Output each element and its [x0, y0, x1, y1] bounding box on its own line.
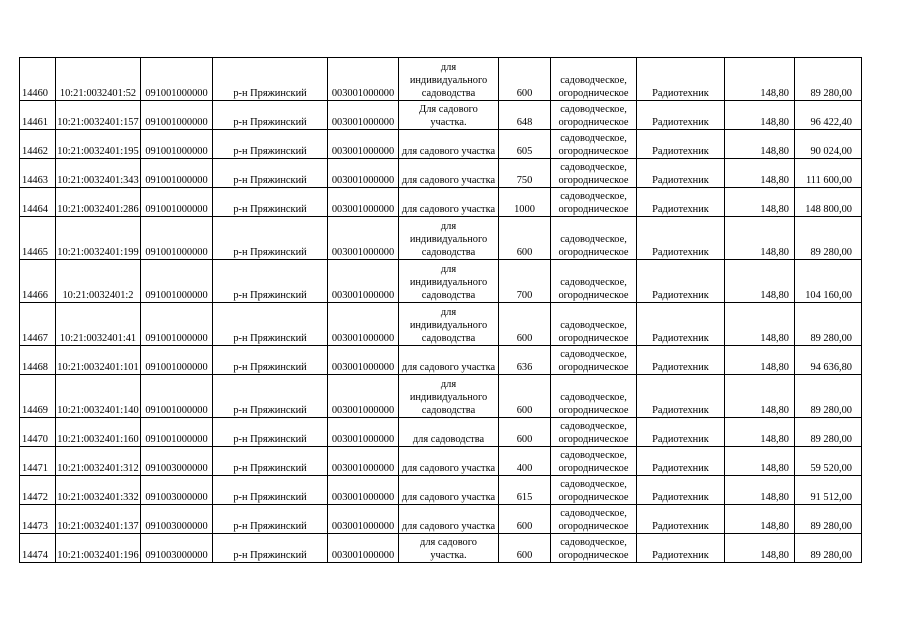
category-cell — [551, 217, 637, 260]
permitted-use-line: для садового участка — [401, 521, 496, 532]
row-number-cell: 14464 — [20, 188, 56, 217]
cadastral-rate-cell: 148,80 — [725, 303, 795, 346]
permitted-use-cell — [399, 260, 499, 303]
permitted-use-cell — [399, 447, 499, 476]
code-cell: 003001000000 — [328, 101, 399, 130]
cadastral-value-cell: 94 636,80 — [795, 346, 862, 375]
code-cell: 003001000000 — [328, 447, 399, 476]
settlement-name-cell: Радиотехник — [637, 303, 725, 346]
category-line: садоводческое, — [560, 162, 627, 173]
district-cell: р-н Пряжинский — [213, 58, 328, 101]
category-line: садоводческое, — [560, 320, 627, 331]
area-cell: 600 — [499, 375, 551, 418]
cadastral-value-cell: 89 280,00 — [795, 303, 862, 346]
cadastral-value-cell: 96 422,40 — [795, 101, 862, 130]
cadastral-number-cell: 10:21:0032401:137 — [56, 505, 141, 534]
code-cell: 003001000000 — [328, 188, 399, 217]
category-line: садоводческое, — [560, 104, 627, 115]
category-cell — [551, 101, 637, 130]
permitted-use-line: для — [440, 307, 457, 318]
cadastral-rate-cell: 148,80 — [725, 447, 795, 476]
permitted-use-cell — [399, 130, 499, 159]
area-cell: 648 — [499, 101, 551, 130]
row-number-cell: 14460 — [20, 58, 56, 101]
settlement-name-cell: Радиотехник — [637, 447, 725, 476]
okato-code-cell: 091003000000 — [141, 505, 213, 534]
permitted-use-line: для садового участка — [401, 204, 496, 215]
table-row — [20, 346, 862, 375]
row-number-cell: 14473 — [20, 505, 56, 534]
permitted-use-cell — [399, 58, 499, 101]
code-cell: 003001000000 — [328, 418, 399, 447]
category-cell — [551, 505, 637, 534]
okato-code-cell: 091003000000 — [141, 534, 213, 563]
cadastral-number-cell: 10:21:0032401:332 — [56, 476, 141, 505]
table-row — [20, 418, 862, 447]
cadastral-number-cell: 10:21:0032401:196 — [56, 534, 141, 563]
category-line: садоводческое, — [560, 75, 627, 86]
district-cell: р-н Пряжинский — [213, 303, 328, 346]
cadastral-number-cell: 10:21:0032401:286 — [56, 188, 141, 217]
category-line: садоводческое, — [560, 392, 627, 403]
cadastral-rate-cell: 148,80 — [725, 130, 795, 159]
land-registry-table — [19, 57, 862, 563]
cadastral-value-cell: 90 024,00 — [795, 130, 862, 159]
permitted-use-cell — [399, 534, 499, 563]
cadastral-rate-cell: 148,80 — [725, 159, 795, 188]
permitted-use-line: садоводства — [421, 290, 476, 301]
row-number-cell: 14461 — [20, 101, 56, 130]
category-line: садоводческое, — [560, 133, 627, 144]
cadastral-number-cell: 10:21:0032401:312 — [56, 447, 141, 476]
code-cell: 003001000000 — [328, 58, 399, 101]
permitted-use-line: для — [440, 62, 457, 73]
table-row — [20, 534, 862, 563]
permitted-use-line: для — [440, 379, 457, 390]
row-number-cell: 14463 — [20, 159, 56, 188]
settlement-name-cell: Радиотехник — [637, 188, 725, 217]
district-cell: р-н Пряжинский — [213, 505, 328, 534]
category-line: огородническое — [558, 492, 629, 503]
permitted-use-cell — [399, 159, 499, 188]
okato-code-cell: 091001000000 — [141, 260, 213, 303]
permitted-use-line: для садового участка — [401, 175, 496, 186]
category-cell — [551, 260, 637, 303]
permitted-use-line: садоводства — [421, 247, 476, 258]
permitted-use-line: для садового участка — [401, 146, 496, 157]
district-cell: р-н Пряжинский — [213, 130, 328, 159]
okato-code-cell: 091001000000 — [141, 303, 213, 346]
category-line: садоводческое, — [560, 450, 627, 461]
code-cell: 003001000000 — [328, 534, 399, 563]
district-cell: р-н Пряжинский — [213, 217, 328, 260]
okato-code-cell: 091001000000 — [141, 217, 213, 260]
code-cell: 003001000000 — [328, 303, 399, 346]
table-row — [20, 101, 862, 130]
code-cell: 003001000000 — [328, 375, 399, 418]
district-cell: р-н Пряжинский — [213, 476, 328, 505]
cadastral-number-cell: 10:21:0032401:140 — [56, 375, 141, 418]
row-number-cell: 14472 — [20, 476, 56, 505]
table-row — [20, 188, 862, 217]
cadastral-value-cell: 91 512,00 — [795, 476, 862, 505]
table-row — [20, 159, 862, 188]
area-cell: 600 — [499, 58, 551, 101]
category-cell — [551, 375, 637, 418]
code-cell: 003001000000 — [328, 260, 399, 303]
code-cell: 003001000000 — [328, 159, 399, 188]
category-cell — [551, 418, 637, 447]
cadastral-value-cell: 148 800,00 — [795, 188, 862, 217]
category-line: огородническое — [558, 333, 629, 344]
permitted-use-line: для садового участка — [401, 463, 496, 474]
cadastral-value-cell: 59 520,00 — [795, 447, 862, 476]
category-cell — [551, 534, 637, 563]
permitted-use-line: для — [440, 221, 457, 232]
code-cell: 003001000000 — [328, 130, 399, 159]
category-line: огородническое — [558, 362, 629, 373]
cadastral-rate-cell: 148,80 — [725, 58, 795, 101]
settlement-name-cell: Радиотехник — [637, 159, 725, 188]
category-line: садоводческое, — [560, 349, 627, 360]
permitted-use-line: садоводства — [421, 88, 476, 99]
permitted-use-cell — [399, 375, 499, 418]
category-line: огородническое — [558, 550, 629, 561]
category-line: огородническое — [558, 405, 629, 416]
cadastral-value-cell: 111 600,00 — [795, 159, 862, 188]
cadastral-number-cell: 10:21:0032401:160 — [56, 418, 141, 447]
row-number-cell: 14469 — [20, 375, 56, 418]
row-number-cell: 14465 — [20, 217, 56, 260]
cadastral-number-cell: 10:21:0032401:41 — [56, 303, 141, 346]
permitted-use-cell — [399, 188, 499, 217]
district-cell: р-н Пряжинский — [213, 418, 328, 447]
cadastral-number-cell: 10:21:0032401:195 — [56, 130, 141, 159]
cadastral-value-cell: 89 280,00 — [795, 534, 862, 563]
cadastral-rate-cell: 148,80 — [725, 346, 795, 375]
district-cell: р-н Пряжинский — [213, 188, 328, 217]
settlement-name-cell: Радиотехник — [637, 534, 725, 563]
permitted-use-line: участка. — [430, 550, 467, 561]
permitted-use-line: садоводства — [421, 333, 476, 344]
table-row — [20, 447, 862, 476]
category-cell — [551, 188, 637, 217]
cadastral-number-cell: 10:21:0032401:157 — [56, 101, 141, 130]
code-cell: 003001000000 — [328, 346, 399, 375]
row-number-cell: 14466 — [20, 260, 56, 303]
permitted-use-line: для садового — [420, 537, 477, 548]
cadastral-number-cell: 10:21:0032401:343 — [56, 159, 141, 188]
area-cell: 600 — [499, 303, 551, 346]
okato-code-cell: 091001000000 — [141, 130, 213, 159]
area-cell: 750 — [499, 159, 551, 188]
cadastral-value-cell: 104 160,00 — [795, 260, 862, 303]
cadastral-rate-cell: 148,80 — [725, 260, 795, 303]
settlement-name-cell: Радиотехник — [637, 476, 725, 505]
permitted-use-line: индивидуального — [409, 75, 488, 86]
category-line: огородническое — [558, 521, 629, 532]
okato-code-cell: 091001000000 — [141, 346, 213, 375]
district-cell: р-н Пряжинский — [213, 375, 328, 418]
district-cell: р-н Пряжинский — [213, 159, 328, 188]
category-cell — [551, 159, 637, 188]
category-line: огородническое — [558, 290, 629, 301]
okato-code-cell: 091001000000 — [141, 418, 213, 447]
row-number-cell: 14462 — [20, 130, 56, 159]
cadastral-rate-cell: 148,80 — [725, 418, 795, 447]
okato-code-cell: 091001000000 — [141, 58, 213, 101]
area-cell: 600 — [499, 534, 551, 563]
code-cell: 003001000000 — [328, 476, 399, 505]
permitted-use-line: индивидуального — [409, 234, 488, 245]
table-row — [20, 375, 862, 418]
permitted-use-line: индивидуального — [409, 392, 488, 403]
okato-code-cell: 091003000000 — [141, 447, 213, 476]
category-line: садоводческое, — [560, 508, 627, 519]
settlement-name-cell: Радиотехник — [637, 346, 725, 375]
okato-code-cell: 091001000000 — [141, 188, 213, 217]
permitted-use-line: для садоводства — [412, 434, 485, 445]
category-cell — [551, 303, 637, 346]
cadastral-rate-cell: 148,80 — [725, 505, 795, 534]
settlement-name-cell: Радиотехник — [637, 101, 725, 130]
cadastral-rate-cell: 148,80 — [725, 101, 795, 130]
district-cell: р-н Пряжинский — [213, 534, 328, 563]
permitted-use-cell — [399, 505, 499, 534]
district-cell: р-н Пряжинский — [213, 260, 328, 303]
cadastral-rate-cell: 148,80 — [725, 188, 795, 217]
area-cell: 1000 — [499, 188, 551, 217]
cadastral-value-cell: 89 280,00 — [795, 418, 862, 447]
category-cell — [551, 130, 637, 159]
table-row — [20, 303, 862, 346]
area-cell: 600 — [499, 505, 551, 534]
category-line: огородническое — [558, 175, 629, 186]
settlement-name-cell: Радиотехник — [637, 418, 725, 447]
category-line: огородническое — [558, 204, 629, 215]
table-row — [20, 217, 862, 260]
cadastral-rate-cell: 148,80 — [725, 375, 795, 418]
table-row — [20, 476, 862, 505]
district-cell: р-н Пряжинский — [213, 101, 328, 130]
table-row — [20, 130, 862, 159]
district-cell: р-н Пряжинский — [213, 346, 328, 375]
area-cell: 400 — [499, 447, 551, 476]
category-line: садоводческое, — [560, 421, 627, 432]
cadastral-number-cell: 10:21:0032401:101 — [56, 346, 141, 375]
category-line: огородническое — [558, 88, 629, 99]
okato-code-cell: 091001000000 — [141, 159, 213, 188]
settlement-name-cell: Радиотехник — [637, 260, 725, 303]
category-line: садоводческое, — [560, 479, 627, 490]
row-number-cell: 14468 — [20, 346, 56, 375]
permitted-use-line: садоводства — [421, 405, 476, 416]
row-number-cell: 14470 — [20, 418, 56, 447]
table-row — [20, 505, 862, 534]
category-line: садоводческое, — [560, 537, 627, 548]
cadastral-rate-cell: 148,80 — [725, 217, 795, 260]
cadastral-number-cell: 10:21:0032401:2 — [56, 260, 141, 303]
row-number-cell: 14474 — [20, 534, 56, 563]
category-cell — [551, 476, 637, 505]
permitted-use-line: участка. — [430, 117, 467, 128]
code-cell: 003001000000 — [328, 217, 399, 260]
category-line: огородническое — [558, 117, 629, 128]
area-cell: 615 — [499, 476, 551, 505]
category-cell — [551, 58, 637, 101]
cadastral-number-cell: 10:21:0032401:52 — [56, 58, 141, 101]
settlement-name-cell: Радиотехник — [637, 217, 725, 260]
permitted-use-cell — [399, 418, 499, 447]
cadastral-value-cell: 89 280,00 — [795, 217, 862, 260]
district-cell: р-н Пряжинский — [213, 447, 328, 476]
okato-code-cell: 091001000000 — [141, 375, 213, 418]
permitted-use-line: индивидуального — [409, 320, 488, 331]
area-cell: 600 — [499, 418, 551, 447]
permitted-use-line: Для садового — [419, 104, 478, 115]
category-line: садоводческое, — [560, 234, 627, 245]
area-cell: 605 — [499, 130, 551, 159]
permitted-use-line: для садового участка — [401, 492, 496, 503]
settlement-name-cell: Радиотехник — [637, 375, 725, 418]
settlement-name-cell: Радиотехник — [637, 130, 725, 159]
category-line: огородническое — [558, 463, 629, 474]
area-cell: 600 — [499, 217, 551, 260]
category-line: садоводческое, — [560, 191, 627, 202]
row-number-cell: 14467 — [20, 303, 56, 346]
permitted-use-cell — [399, 101, 499, 130]
row-number-cell: 14471 — [20, 447, 56, 476]
table-row — [20, 58, 862, 101]
category-cell — [551, 346, 637, 375]
code-cell: 003001000000 — [328, 505, 399, 534]
area-cell: 636 — [499, 346, 551, 375]
category-line: огородническое — [558, 247, 629, 258]
permitted-use-cell — [399, 217, 499, 260]
cadastral-value-cell: 89 280,00 — [795, 375, 862, 418]
permitted-use-cell — [399, 346, 499, 375]
category-line: огородническое — [558, 434, 629, 445]
permitted-use-cell — [399, 303, 499, 346]
okato-code-cell: 091001000000 — [141, 101, 213, 130]
cadastral-number-cell: 10:21:0032401:199 — [56, 217, 141, 260]
category-cell — [551, 447, 637, 476]
settlement-name-cell: Радиотехник — [637, 58, 725, 101]
table-row — [20, 260, 862, 303]
cadastral-rate-cell: 148,80 — [725, 476, 795, 505]
permitted-use-line: для — [440, 264, 457, 275]
cadastral-rate-cell: 148,80 — [725, 534, 795, 563]
cadastral-value-cell: 89 280,00 — [795, 58, 862, 101]
permitted-use-cell — [399, 476, 499, 505]
area-cell: 700 — [499, 260, 551, 303]
category-line: садоводческое, — [560, 277, 627, 288]
category-line: огородническое — [558, 146, 629, 157]
permitted-use-line: индивидуального — [409, 277, 488, 288]
permitted-use-line: для садового участка — [401, 362, 496, 373]
cadastral-value-cell: 89 280,00 — [795, 505, 862, 534]
table-body — [20, 58, 862, 563]
okato-code-cell: 091003000000 — [141, 476, 213, 505]
settlement-name-cell: Радиотехник — [637, 505, 725, 534]
